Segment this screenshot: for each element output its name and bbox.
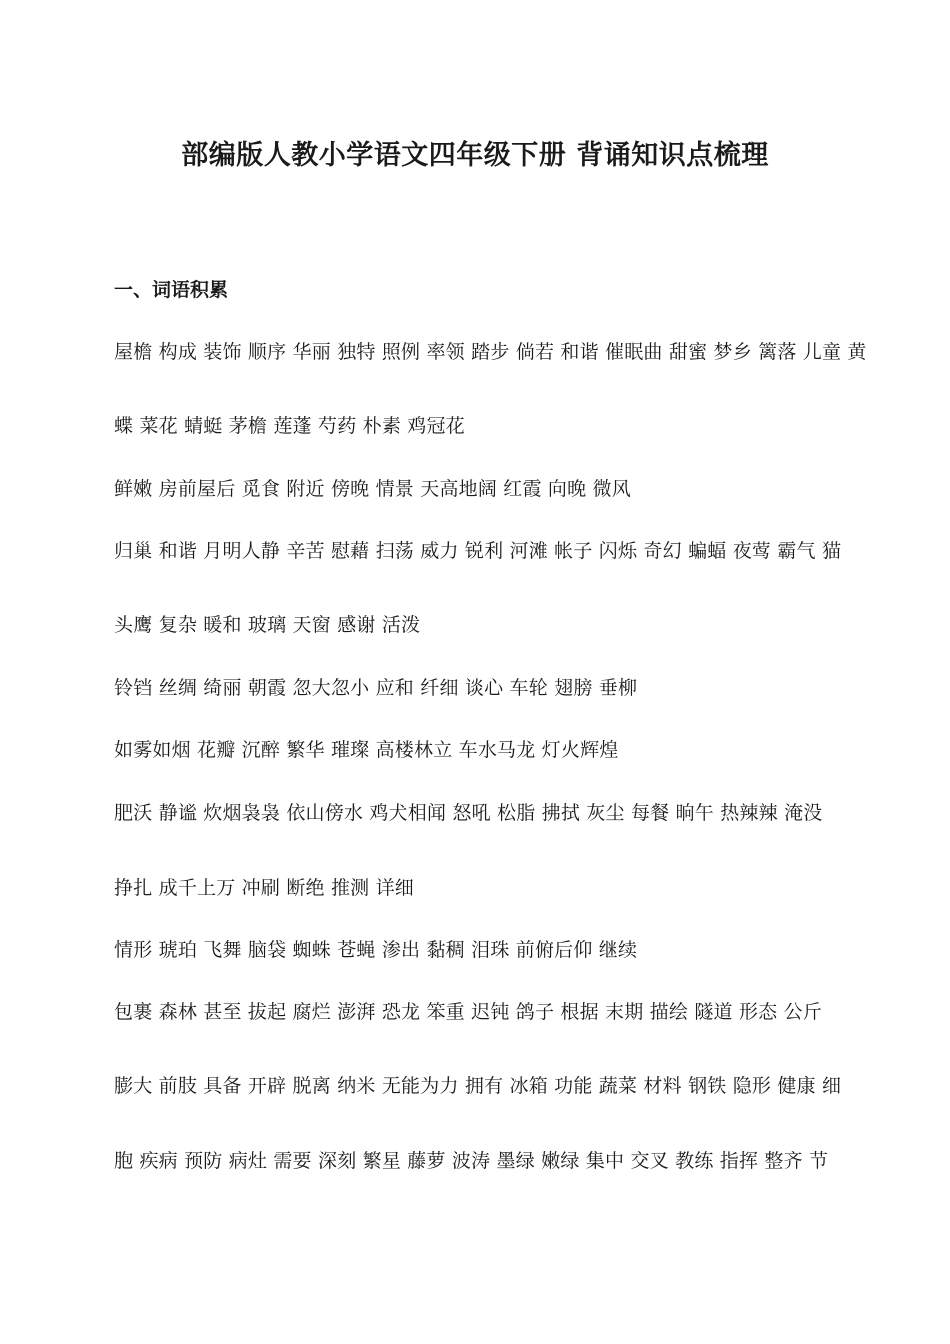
vocab-line: 挣扎 成千上万 冲刷 断绝 推测 详细 [114, 877, 414, 899]
vocab-line: 鲜嫩 房前屋后 觅食 附近 傍晚 情景 天高地阔 红霞 向晚 微风 [114, 478, 631, 500]
vocab-line: 屋檐 构成 装饰 顺序 华丽 独特 照例 率领 踏步 倘若 和谐 催眠曲 甜蜜 梦乡 篱落 儿童 黄 [114, 341, 867, 363]
vocab-line: 肥沃 静谧 炊烟袅袅 依山傍水 鸡犬相闻 怒吼 松脂 拂拭 灰尘 每餐 晌午 热辣辣 淹没 [114, 802, 823, 824]
vocab-line: 情形 琥珀 飞舞 脑袋 蜘蛛 苍蝇 渗出 黏稠 泪珠 前俯后仰 继续 [114, 939, 638, 961]
vocab-line: 铃铛 丝绸 绮丽 朝霞 忽大忽小 应和 纤细 谈心 车轮 翅膀 垂柳 [114, 677, 638, 699]
vocab-line: 头鹰 复杂 暖和 玻璃 天窗 感谢 活泼 [114, 614, 421, 636]
vocab-line: 归巢 和谐 月明人静 辛苦 慰藉 扫荡 威力 锐利 河滩 帐子 闪烁 奇幻 蝙蝠 夜莺 霸气 猫 [114, 540, 842, 562]
vocab-line: 蝶 菜花 蜻蜓 茅檐 莲蓬 芍药 朴素 鸡冠花 [114, 415, 465, 437]
vocab-line: 包裹 森林 甚至 拔起 腐烂 澎湃 恐龙 笨重 迟钝 鸽子 根据 末期 描绘 隧道 形态 公斤 [114, 1001, 822, 1023]
vocab-line: 膨大 前肢 具备 开辟 脱离 纳米 无能为力 拥有 冰箱 功能 蔬菜 材料 钢铁 隐形 健康 细 [114, 1075, 842, 1097]
section-heading: 一、词语积累 [114, 279, 229, 301]
page-title: 部编版人教小学语文四年级下册 背诵知识点梳理 [181, 140, 769, 171]
vocab-line: 如雾如烟 花瓣 沉醉 繁华 璀璨 高楼林立 车水马龙 灯火辉煌 [114, 739, 619, 761]
vocab-line: 胞 疾病 预防 病灶 需要 深刻 繁星 藤萝 波涛 墨绿 嫩绿 集中 交叉 教练 指挥 整齐 节 [114, 1150, 829, 1172]
